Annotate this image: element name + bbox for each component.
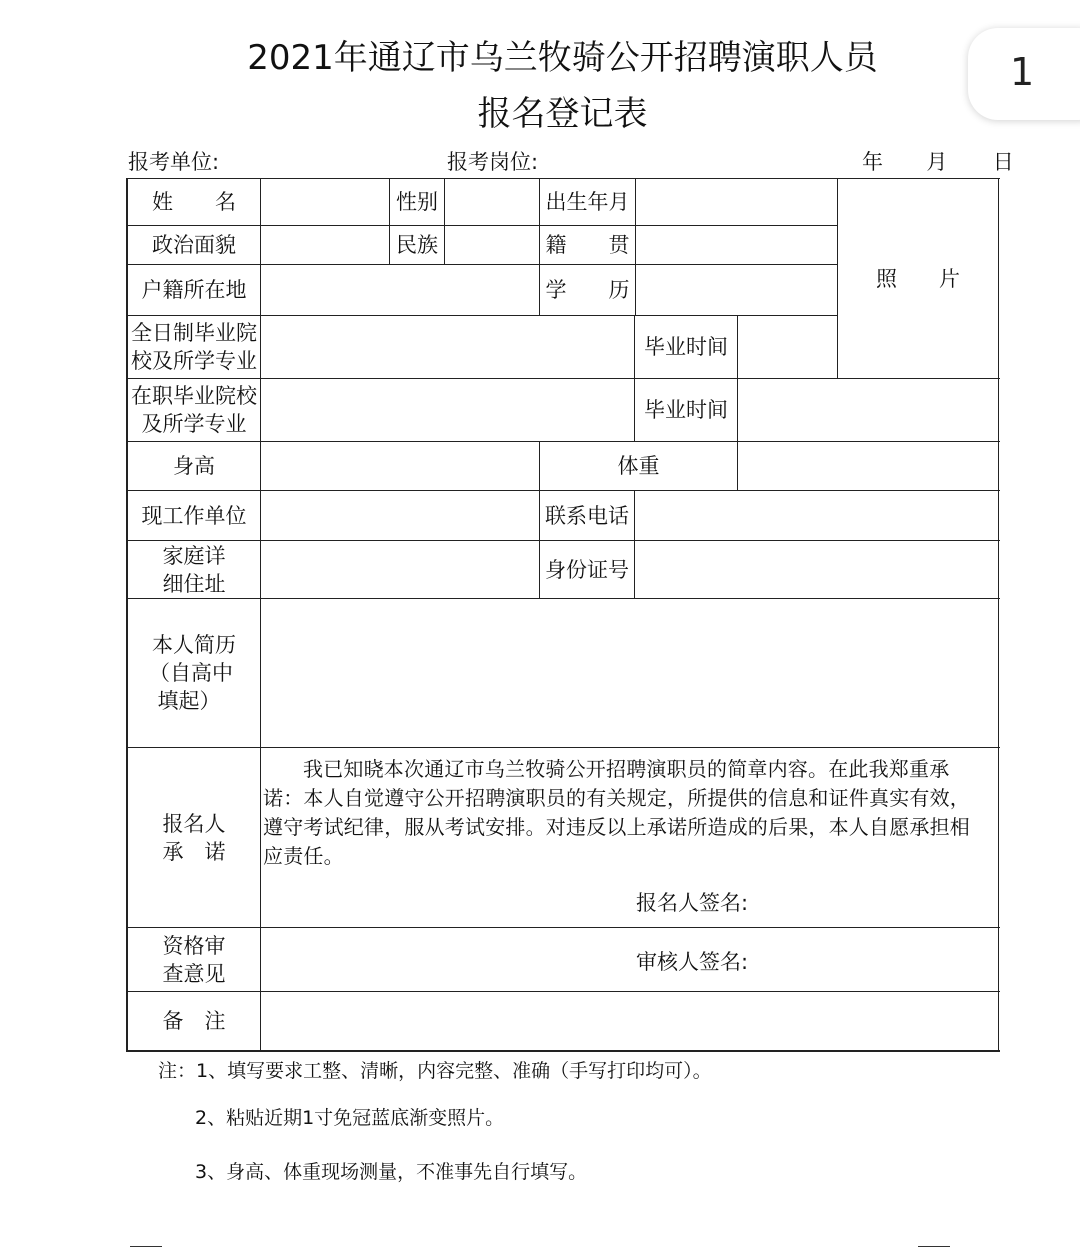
reviewer-signature-field[interactable]: [755, 940, 985, 980]
field-education[interactable]: [636, 265, 837, 315]
label-name: 姓 名: [152, 190, 236, 214]
label-gender: 性别: [396, 190, 438, 214]
applicant-signature-label: 报名人签名:: [636, 891, 749, 915]
label-fulltime-school: [128, 316, 260, 378]
form-title-line2: 报名登记表: [477, 94, 648, 134]
field-gender[interactable]: [445, 179, 539, 225]
label-birth: 出生年月: [545, 190, 630, 214]
field-height[interactable]: [261, 442, 539, 490]
label-photo: 照 片: [876, 266, 960, 291]
page-number: 1: [1010, 50, 1035, 94]
label-address-line1: 家庭详: [162, 543, 226, 568]
page-corner-mark-left: [130, 1246, 162, 1247]
field-inservice-school[interactable]: [261, 379, 634, 441]
reviewer-signature-label: 审核人签名:: [636, 950, 749, 974]
label-resume-line3: 填起）: [157, 689, 221, 713]
apply-post-label: 报考岗位:: [447, 150, 539, 174]
label-resume-line2: （自高中: [149, 661, 233, 685]
field-phone[interactable]: [635, 491, 998, 540]
field-review-opinion[interactable]: [261, 928, 631, 991]
field-birth[interactable]: [636, 179, 837, 225]
label-pledge: [128, 748, 260, 927]
label-pledge-line1: 报名人: [162, 811, 226, 836]
label-inservice-school-line2: 及所学专业: [141, 412, 247, 436]
label-height: 身高: [173, 454, 215, 478]
field-weight[interactable]: [738, 442, 998, 490]
label-resume: [128, 599, 260, 747]
note-3: 3、身高、体重现场测量，不准事先自行填写。: [195, 1161, 588, 1183]
field-ethnicity[interactable]: [445, 226, 539, 264]
label-grad-time-1: 毕业时间: [644, 335, 728, 359]
label-pledge-line2: 承 诺: [162, 839, 226, 864]
label-resume-line1: 本人简历: [152, 633, 236, 657]
label-education: 学 历: [545, 278, 630, 302]
form-title-line1: 2021年通辽市乌兰牧骑公开招聘演职人员: [247, 38, 878, 78]
label-inservice-school-line1: 在职毕业院校: [131, 384, 257, 408]
label-native-place: 籍 贯: [545, 233, 630, 257]
label-phone: 联系电话: [545, 503, 629, 528]
field-grad-time-2[interactable]: [738, 379, 998, 441]
label-politics: 政治面貌: [152, 233, 236, 257]
label-address-line2: 细住址: [162, 571, 226, 596]
day-label: 日: [992, 150, 1014, 174]
note-2: 2、粘贴近期1寸免冠蓝底渐变照片。: [195, 1107, 505, 1129]
apply-unit-label: 报考单位:: [128, 150, 220, 174]
field-native-place[interactable]: [636, 226, 837, 264]
label-work-unit: 现工作单位: [141, 503, 247, 528]
label-grad-time-2: 毕业时间: [644, 398, 728, 422]
field-household[interactable]: [261, 265, 539, 315]
label-remarks: 备 注: [162, 1009, 226, 1033]
label-review: [128, 928, 260, 991]
field-address[interactable]: [261, 541, 539, 598]
field-politics[interactable]: [261, 226, 389, 264]
applicant-signature-field[interactable]: [755, 882, 985, 918]
pledge-text: 我已知晓本次通辽市乌兰牧骑公开招聘演职员的简章内容。在此我郑重承诺：本人自觉遵守公开招聘演职员的有关规定，所提供的信息和证件真实有效，遵守考试纪律，服从考试安排。对违反以上承诺所造成的后果，本人自愿承担相应责任。: [263, 757, 970, 868]
page-corner-mark-right: [918, 1246, 950, 1247]
label-fulltime-school-line1: 全日制毕业院: [131, 321, 257, 345]
note-1: 注：1、填写要求工整、清晰，内容完整、准确（手写打印均可）。: [158, 1060, 712, 1082]
label-address: [128, 541, 260, 598]
field-grad-time-1[interactable]: [738, 316, 837, 378]
field-resume[interactable]: [261, 599, 998, 747]
label-review-line1: 资格审: [162, 933, 226, 958]
label-inservice-school: [128, 379, 260, 441]
field-remarks[interactable]: [261, 992, 998, 1050]
field-fulltime-school[interactable]: [261, 316, 634, 378]
label-weight: 体重: [617, 454, 660, 478]
label-household: 户籍所在地: [141, 278, 247, 302]
field-work-unit[interactable]: [261, 491, 539, 540]
year-label: 年: [862, 150, 883, 174]
label-ethnicity: 民族: [396, 233, 438, 257]
field-id-number[interactable]: [635, 541, 998, 598]
pledge-statement: [263, 755, 985, 871]
label-id-number: 身份证号: [545, 557, 629, 582]
label-fulltime-school-line2: 校及所学专业: [131, 349, 257, 373]
photo-box[interactable]: [838, 179, 998, 378]
label-review-line2: 查意见: [162, 961, 226, 986]
field-name[interactable]: [261, 179, 389, 225]
month-label: 月: [926, 150, 948, 174]
